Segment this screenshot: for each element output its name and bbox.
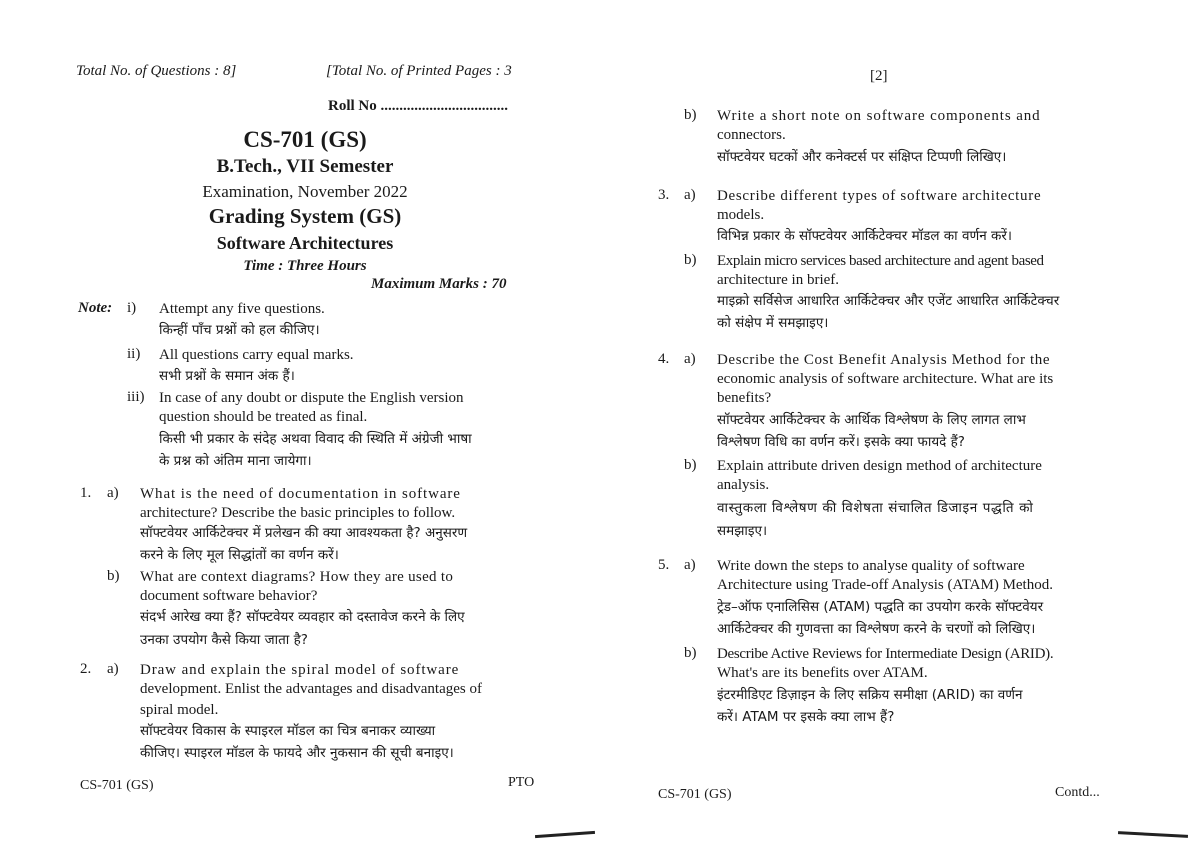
- subquestion-label: b): [684, 107, 697, 123]
- note-number: ii): [127, 346, 141, 362]
- subquestion-label: a): [684, 557, 696, 573]
- question-text-hindi: सॉफ्टवेयर आर्किटेक्चर में प्रलेखन की क्या आवश्यकता है? अनुसरण: [140, 525, 468, 541]
- note-item: [159, 300, 325, 340]
- question-text-hindi: ट्रेड–ऑफ एनालिसिस (ATAM) पद्धति का उपयोग करके सॉफ्टवेयर: [717, 599, 1044, 615]
- question-text-hindi: उनका उपयोग कैसे किया जाता है?: [140, 632, 308, 648]
- question-3b: [717, 252, 1059, 333]
- subquestion-label: b): [684, 645, 697, 661]
- note-label: Note:: [78, 300, 113, 316]
- question-2b: [717, 107, 1041, 167]
- roll-no: Roll No ..................................: [328, 98, 508, 114]
- question-text: Describe Active Reviews for Intermediate Design (ARID).: [717, 646, 1054, 662]
- question-text: Architecture using Trade-off Analysis (ATAM) Method.: [717, 577, 1053, 593]
- question-text-hindi: आर्किटेक्चर की गुणवत्ता का विश्लेषण करने के चरणों को लिखिए।: [717, 621, 1036, 637]
- program: B.Tech., VII Semester: [216, 156, 394, 177]
- page-number: [2]: [870, 68, 888, 84]
- question-number: 3.: [658, 187, 670, 203]
- question-text-hindi: करने के लिए मूल सिद्धांतों का वर्णन करें।: [140, 547, 339, 563]
- question-2a: [140, 661, 482, 763]
- footer-code: CS-701 (GS): [658, 787, 732, 802]
- footer-code: CS-701 (GS): [80, 778, 154, 793]
- question-4a: [717, 351, 1053, 452]
- exam: Examination, November 2022: [202, 182, 408, 201]
- question-text-hindi: कीजिए। स्पाइरल मॉडल के फायदे और नुकसान की सूची बनाइए।: [140, 745, 454, 761]
- question-text: Write a short note on software components and: [717, 108, 1041, 124]
- question-text: spiral model.: [140, 702, 219, 718]
- question-number: 1.: [80, 485, 92, 501]
- question-text-hindi: इंटरमीडिएट डिज़ाइन के लिए सक्रिय समीक्षा (ARID) का वर्णन: [717, 687, 1023, 703]
- question-text: architecture? Describe the basic principles to follow.: [140, 505, 456, 521]
- note-text-hindi: सभी प्रश्नों के समान अंक हैं।: [159, 368, 295, 384]
- note-text: Attempt any five questions.: [159, 301, 325, 317]
- question-number: 4.: [658, 351, 670, 367]
- note-text-hindi: के प्रश्न को अंतिम माना जायेगा।: [159, 453, 312, 469]
- question-text: Describe different types of software architecture: [717, 188, 1042, 204]
- question-1a: [140, 485, 467, 565]
- subquestion-label: a): [684, 187, 696, 203]
- max-marks: Maximum Marks : 70: [371, 276, 507, 292]
- question-number: 5.: [658, 557, 670, 573]
- question-text: Explain micro services based architecture and agent based: [717, 253, 1044, 269]
- subquestion-label: b): [684, 457, 697, 473]
- question-text: analysis.: [717, 477, 770, 493]
- subject: Software Architectures: [216, 233, 394, 253]
- question-text-hindi: सॉफ्टवेयर घटकों और कनेक्टर्स पर संक्षिप्त टिप्पणी लिखिए।: [717, 149, 1007, 165]
- course-code: CS-701 (GS): [243, 127, 367, 152]
- note-text: question should be treated as final.: [159, 409, 368, 425]
- question-3a: [717, 187, 1041, 246]
- footer-contd: Contd...: [1055, 785, 1100, 800]
- scan-mark: [535, 831, 595, 838]
- question-text: connectors.: [717, 127, 786, 143]
- subquestion-label: a): [107, 661, 119, 677]
- question-number: 2.: [80, 661, 92, 677]
- question-4b: [717, 457, 1042, 541]
- question-text: economic analysis of software architecture. What are its: [717, 371, 1054, 387]
- question-5a: [717, 557, 1053, 639]
- question-text: What are context diagrams? How they are used to: [140, 569, 454, 585]
- question-text-hindi: को संक्षेप में समझाइए।: [717, 315, 829, 331]
- total-questions: Total No. of Questions : 8]: [76, 63, 237, 79]
- note-text-hindi: किन्हीं पाँच प्रश्नों को हल कीजिए।: [159, 322, 320, 338]
- question-text-hindi: संदर्भ आरेख क्या हैं? सॉफ्टवेयर व्यवहार को दस्तावेज करने के लिए: [140, 609, 465, 625]
- question-text-hindi: सॉफ्टवेयर आर्किटेक्चर के आर्थिक विश्लेषण के लिए लागत लाभ: [717, 412, 1026, 428]
- grading-system: Grading System (GS): [208, 204, 402, 228]
- question-text: models.: [717, 207, 765, 223]
- question-1b: [140, 568, 465, 650]
- note-item: [159, 389, 472, 471]
- subquestion-label: a): [684, 351, 696, 367]
- question-5b: [717, 645, 1053, 727]
- subquestion-label: b): [107, 568, 120, 584]
- note-text: In case of any doubt or dispute the English version: [159, 390, 464, 406]
- question-text: What is the need of documentation in software: [140, 486, 461, 502]
- note-text: All questions carry equal marks.: [159, 347, 354, 363]
- question-text-hindi: विभिन्न प्रकार के सॉफ्टवेयर आर्किटेक्चर मॉडल का वर्णन करें।: [717, 228, 1013, 244]
- total-pages: [Total No. of Printed Pages : 3: [326, 63, 512, 79]
- time: Time : Three Hours: [243, 258, 367, 274]
- question-text: document software behavior?: [140, 588, 318, 604]
- question-text: Explain attribute driven design method of architecture: [717, 458, 1042, 474]
- note-number: i): [127, 300, 137, 316]
- question-text: benefits?: [717, 390, 772, 406]
- question-text: Write down the steps to analyse quality of software: [717, 558, 1025, 574]
- question-text: What's are its benefits over ATAM.: [717, 665, 928, 681]
- question-text-hindi: वास्तुकला विश्लेषण की विशेषता संचालित डिजाइन पद्धति को: [717, 500, 1034, 516]
- note-text-hindi: किसी भी प्रकार के संदेह अथवा विवाद की स्थिति में अंग्रेजी भाषा: [159, 431, 472, 447]
- question-text-hindi: समझाइए।: [717, 523, 768, 539]
- right-page: [630, 0, 1200, 849]
- question-text-hindi: विश्लेषण विधि का वर्णन करें। इसके क्या फायदे हैं?: [717, 434, 965, 450]
- question-text: Describe the Cost Benefit Analysis Method for the: [717, 352, 1051, 368]
- scan-mark: [1118, 831, 1188, 838]
- question-text-hindi: माइक्रो सर्विसेज आधारित आर्किटेक्चर और एजेंट आधारित आर्किटेक्चर: [717, 293, 1060, 309]
- subquestion-label: b): [684, 252, 697, 268]
- note-number: iii): [127, 389, 145, 405]
- note-item: [159, 346, 354, 386]
- question-text-hindi: सॉफ्टवेयर विकास के स्पाइरल मॉडल का चित्र बनाकर व्याख्या: [140, 723, 436, 739]
- footer-pto: PTO: [508, 775, 535, 790]
- question-text: architecture in brief.: [717, 272, 840, 288]
- left-page: [0, 0, 590, 849]
- question-text: development. Enlist the advantages and disadvantages of: [140, 681, 482, 697]
- subquestion-label: a): [107, 485, 119, 501]
- question-text-hindi: करें। ATAM पर इसके क्या लाभ हैं?: [717, 709, 895, 725]
- question-text: Draw and explain the spiral model of software: [140, 662, 460, 678]
